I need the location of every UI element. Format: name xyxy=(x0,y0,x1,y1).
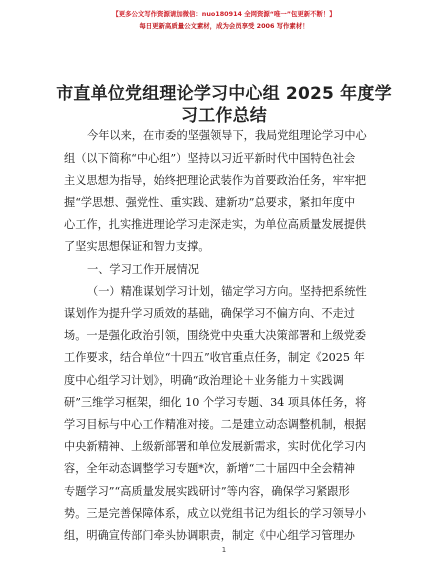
body-line: 组，明确宣传部门牵头协调职责，制定《中心组学习管理办 xyxy=(64,529,355,542)
body-line: 度中心组学习计划》，明确“政治理论＋业务能力＋实践调 xyxy=(64,374,344,387)
body-line: 主义思想为指导，始终把理论武装作为首要政治任务，牢牢把 xyxy=(64,174,367,187)
body-line: 今年以来，在市委的坚强领导下，我局党组理论学习中心 xyxy=(87,129,367,142)
section-heading: 一、学习工作开展情况 xyxy=(87,263,199,276)
body-line: 中央新精神、上级新部署和单位发展新需求，实时优化学习内 xyxy=(64,440,367,453)
body-line: 场。一是强化政治引领，围绕党中央重大决策部署和上级党委 xyxy=(64,329,367,342)
body-line: 握“学思想、强党性、重实践、建新功”总要求，紧扣年度中 xyxy=(64,196,356,209)
body-line: 工作要求，结合单位“十四五”收官重点任务，制定《2025 年 xyxy=(64,351,365,364)
page-number: 1 xyxy=(221,546,227,554)
body-line: 了坚实思想保证和智力支撑。 xyxy=(64,240,210,253)
body-line: 组（以下简称“中心组”）坚持以习近平新时代中国特色社会 xyxy=(64,152,356,165)
body-line: 心工作，扎实推进理论学习走深走实，为单位高质量发展提供 xyxy=(64,218,367,231)
body-line: 谋划作为提升学习质效的基础，确保学习不偏方向、不走过 xyxy=(64,307,355,320)
body-line: 容，全年动态调整学习专题*次，新增“二十届四中全会精神 xyxy=(64,462,356,475)
document-title: 市直单位党组理论学习中心组 2025 年度学习工作总结 xyxy=(56,84,392,126)
promo-banner-line2: 每日更新高质量公文素材，成为会员享受 2006 写作素材！ xyxy=(139,22,309,30)
body-line: 学习目标与中心工作精准对接。二是建立动态调整机制，根据 xyxy=(64,418,367,431)
promo-banner-line1: 【更多公文写作资源请加微信：nuo180914 全网资源“唯一”包更新不断！】 xyxy=(112,10,336,18)
body-line: 专题学习”“高质量发展实践研讨”等内容，确保学习紧跟形 xyxy=(64,485,350,498)
body-line: （一）精准谋划学习计划，锚定学习方向。坚持把系统性 xyxy=(87,285,367,298)
body-line: 势。三是完善保障体系，成立以党组书记为组长的学习领导小 xyxy=(64,507,367,520)
body-line: 研”三维学习框架，细化 10 个学习专题、34 项具体任务，将 xyxy=(64,396,367,409)
